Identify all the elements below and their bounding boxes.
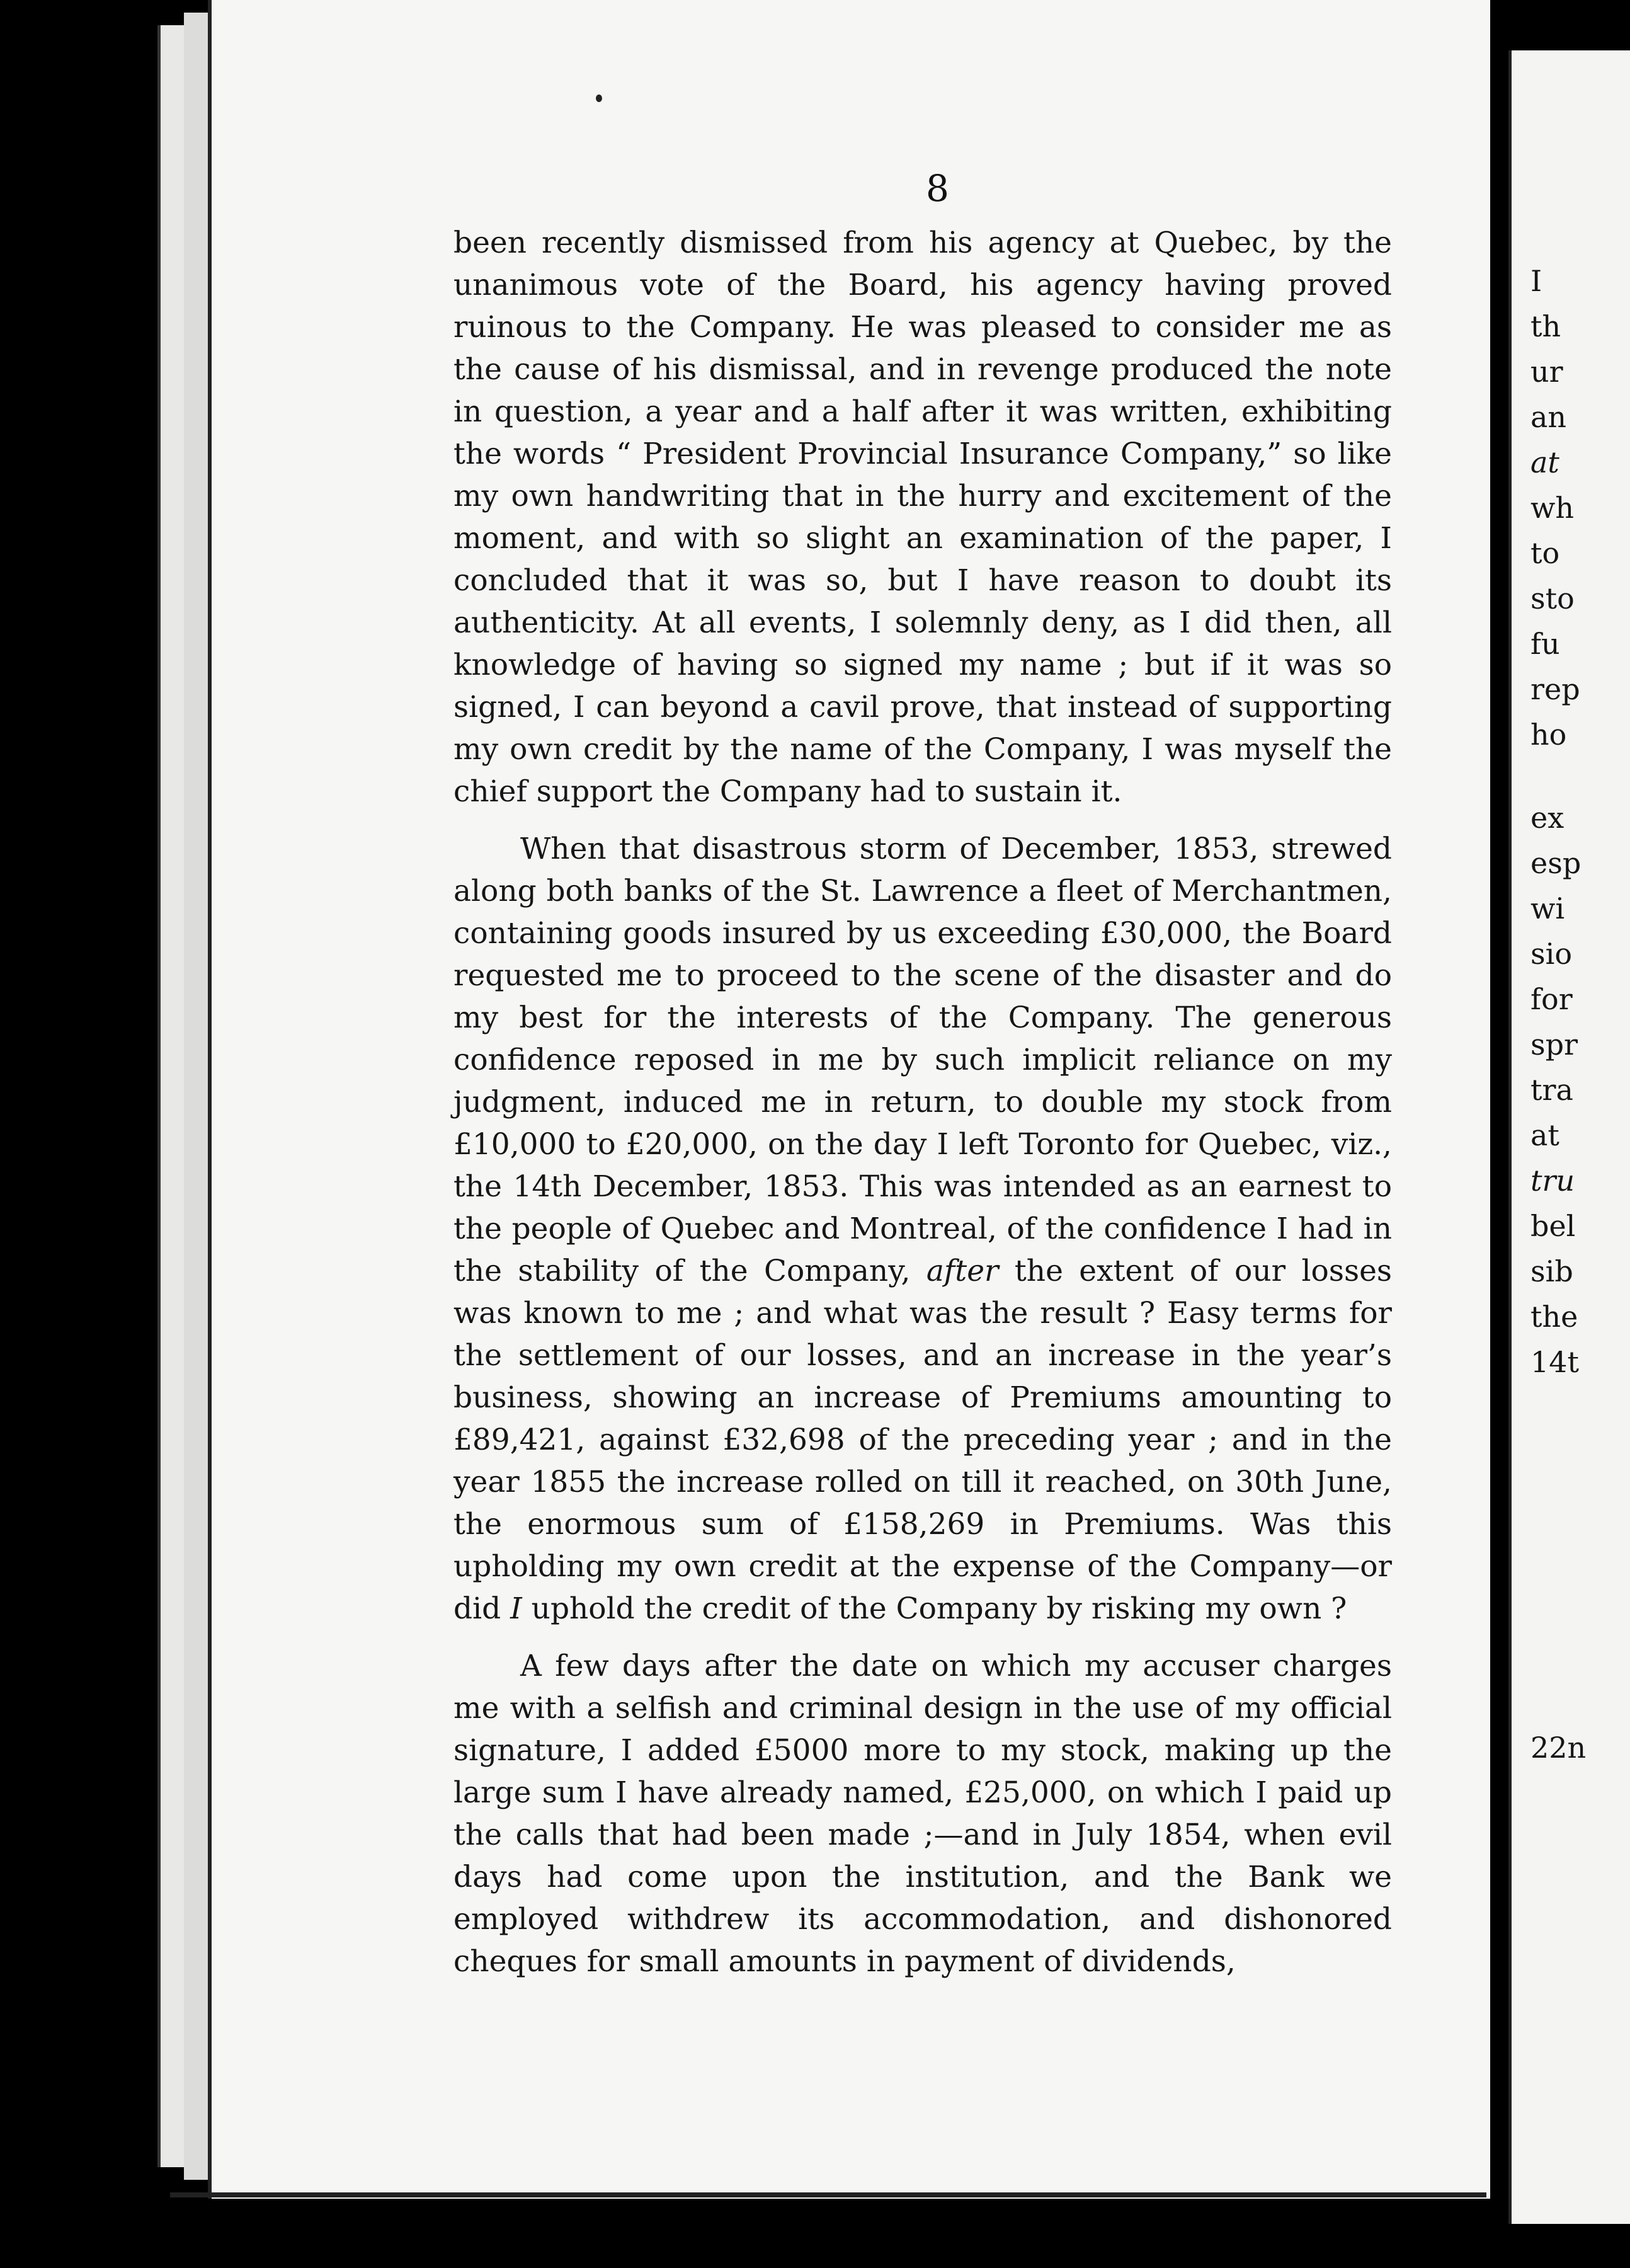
fragment: rep — [1530, 672, 1580, 706]
facing-page-text — [1530, 258, 1630, 1770]
paragraph-3: A few days after the date on which my accuser charges me with a selfish and criminal design in the use of my official signature, I added £5000 more to my stock, making up the large sum I have already named, £25,000, on which I paid up the calls that had been made ;—and in July 1854, when evil days had come upon the institution, and the Bank we employed withdrew its accommodation, and dishonored cheques for small amounts in payment of dividends, — [453, 1649, 1392, 1979]
fragment: spr — [1530, 1028, 1578, 1062]
fragment — [1530, 1158, 1630, 1203]
fragment: ex — [1530, 801, 1564, 835]
paragraph-2-part-1: When that disastrous storm of December, 1853, strewed along both banks of the St. Lawrence a fleet of Merchantmen, containing goods insured by us exceeding £30,000, the Board requested me to proceed to the scene of the disaster and do my best for the interests of the Company. The generous confidence reposed in me by such implicit reliance on my judgment, induced me in return, to double my stock from £10,000 to £20,000, on the day I left Toronto for Quebec, viz., the 14th December, 1853. This was intended as an earnest to the people of Quebec and Montreal, of the confidence I had in the stability of the Company, — [453, 832, 1392, 1288]
fragment: I — [1530, 264, 1542, 298]
fragment: sio — [1530, 937, 1573, 971]
body-text — [453, 222, 1392, 1998]
fragment: at — [1530, 1118, 1559, 1152]
fragment-italic: tru — [1530, 1164, 1575, 1198]
fragment: the — [1530, 1300, 1578, 1334]
fragment: fu — [1530, 627, 1560, 661]
fragment — [1530, 440, 1630, 485]
book-spine-inner — [184, 13, 211, 2180]
fragment: 14t — [1530, 1345, 1580, 1379]
fragment: esp — [1530, 846, 1582, 880]
ink-speck — [596, 94, 602, 102]
fragment: ur — [1530, 355, 1563, 389]
fragment: sib — [1530, 1254, 1573, 1288]
fragment: th — [1530, 309, 1561, 343]
fragment: ho — [1530, 718, 1567, 752]
fragment: tra — [1530, 1073, 1573, 1107]
emphasis-i: I — [510, 1591, 522, 1626]
paragraph-2-part-2: the extent of our losses was known to me ; and what was the result ? Easy terms for the settlement of our losses, and an increase in the year’s business, showing an increase of Premiums amounting to £89,421, against £32,698 of the preceding year ; and in the year 1855 the increase rolled on till it reached, on 30th June, the enormous sum of £158,269 in Premiums. Was this upholding my own credit at the expense of the Company—or did — [453, 1254, 1393, 1626]
fragment: wh — [1530, 491, 1574, 525]
paragraph-2-part-3: uphold the credit of the Company by risking my own ? — [521, 1591, 1347, 1626]
fragment-italic: at — [1530, 445, 1559, 479]
page-number: 8 — [926, 167, 949, 210]
fragment: an — [1530, 400, 1567, 434]
spacer — [1530, 757, 1630, 795]
fragment: sto — [1530, 581, 1575, 616]
fragment: 22n — [1530, 1731, 1587, 1765]
fragment: wi — [1530, 891, 1565, 925]
fragment: bel — [1530, 1209, 1576, 1243]
page-bottom-edge — [170, 2192, 1486, 2197]
fragment: to — [1530, 536, 1560, 570]
paragraph-2 — [453, 828, 1392, 1630]
paragraph-1: been recently dismissed from his agency at Quebec, by the unanimous vote of the Board, his agency having proved ruinous to the Company. He was pleased to consider me as the cause of his dismissal, and in revenge produced the note in question, a year and a half after it was written, exhibiting the words “ President Provincial Insurance Company,” so like my own handwriting that in the hurry and excitement of the moment, and with so slight an examination of the paper, I concluded that it was so, but I have reason to doubt its authenticity. At all events, I solemnly deny, as I did then, all knowledge of having so signed my name ; but if it was so signed, I can beyond a cavil prove, that instead of supporting my own credit by the name of the Company, I was myself the chief support the Company had to sustain it. — [453, 226, 1392, 809]
fragment: for — [1530, 982, 1573, 1016]
spacer — [1530, 1385, 1630, 1725]
emphasis-after: after — [926, 1254, 999, 1288]
